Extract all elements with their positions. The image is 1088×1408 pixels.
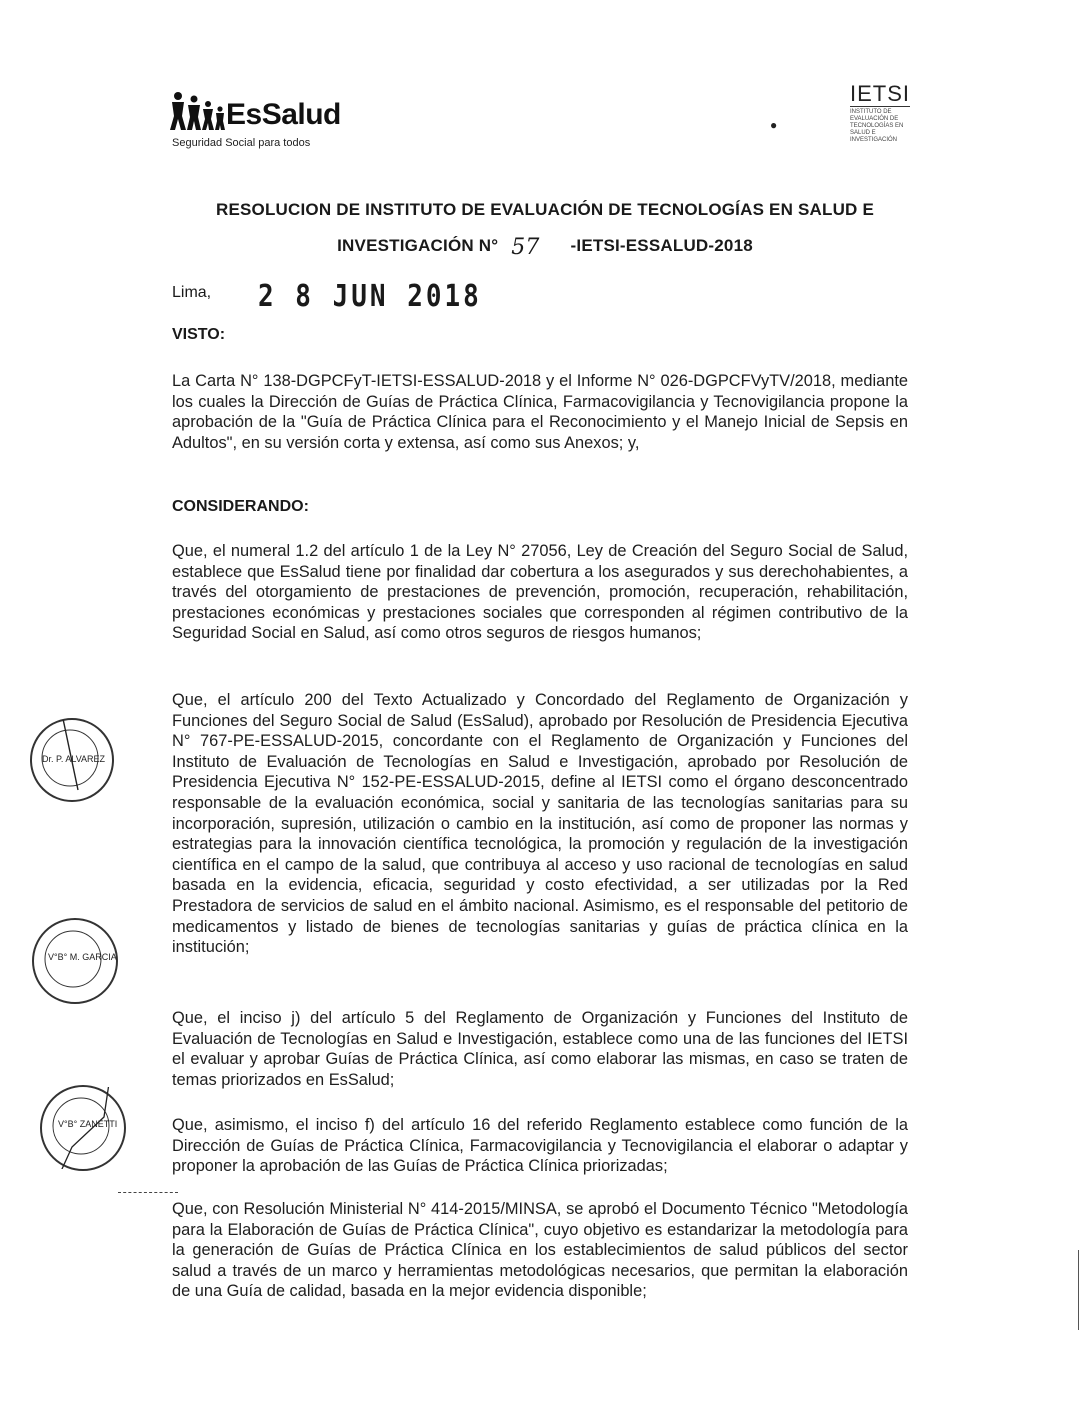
date-place: Lima, — [172, 284, 212, 301]
resolution-title-line2 — [120, 232, 970, 260]
considerando-paragraph-2: Que, el artículo 200 del Texto Actualizado y Concordado del Reglamento de Organización y Funciones del Seguro Social de Salud (EsSalud), aprobado por Resolución de Presidencia Ejecutiva N° 767-PE-ESSALUD-2015, concordante con el Reglamento de Organización y Funciones del Instituto de Evaluación de Tecnologías en Salud e Investigación, aprobado por Resolución de Presidencia Ejecutiva N° 152-PE-ESSALUD-2015, define al IETSI como el órgano desconcentrado responsable de la evaluación económica, social y sanitaria de las tecnologías sanitarias para su incorporación, supresión, utilización o cambio en la institución, así como de proponer las normas y estrategias para la innovación científica tecnológica, la promoción y regulación de la investigación científica en el campo de la salud, que contribuya al acceso y uso racional de tecnologías en salud basada en la evidencia, eficacia, seguridad y costo efectividad, a ser utilizadas por la Red Prestadora de servicios de salud en el ámbito nacional. Asimismo, es el responsable del petitorio de medicamentos y listado de bienes de tecnologías sanitarias y guías de práctica clínica en la institución; — [172, 691, 908, 957]
ietsi-title: IETSI — [850, 81, 911, 106]
considerando-paragraph-1: Que, el numeral 1.2 del artículo 1 de la Ley N° 27056, Ley de Creación del Seguro Social de Salud, establece que EsSalud tiene por finalidad dar cobertura a los asegurados y sus derechohabientes, a través del otorgamiento de prestaciones de prevención, promoción, recuperación, rehabilitación, prestaciones económicas y prestaciones sociales que corresponden al régimen contributivo de la Seguridad Social en Salud, así como otros seguros de riesgos humanos; — [172, 542, 908, 643]
scan-edge-mark — [1078, 1250, 1079, 1330]
resolution-number: 57 — [511, 235, 540, 260]
signature-line — [118, 1192, 178, 1193]
visto-heading: VISTO: — [172, 326, 226, 343]
bullet-mark-icon: ● — [770, 118, 778, 132]
date-stamp: 2 8 JUN 2018 — [258, 279, 482, 315]
resolution-title-line1: RESOLUCION DE INSTITUTO DE EVALUACIÓN DE TECNOLOGÍAS EN SALUD E — [215, 200, 874, 219]
family-figures-icon — [168, 90, 228, 134]
logo-name: EsSalud — [226, 98, 341, 131]
seal-1-label: Dr. P. ALVAREZ — [42, 754, 106, 764]
seal-3-label: V°B° ZANETTI — [58, 1119, 118, 1129]
considerando-paragraph-5: Que, con Resolución Ministerial N° 414-2015/MINSA, se aprobó el Documento Técnico "Metodología para la Elaboración de Guías de Práctica Clínica", cuyo objetivo es estandarizar la metodología para la generación de Guías de Práctica Clínica en los establecimientos de salud públicos del sector salud a través de un marco y herramientas metodológicas necesarios, que permitan la elaboración de una Guía de calidad, basada en la mejor evidencia disponible; — [172, 1200, 908, 1301]
considerando-paragraph-3: Que, el inciso j) del artículo 5 del Reglamento de Organización y Funciones del Instituto de Evaluación de Tecnologías en Salud e Investigación, establece como una de las funciones del IETSI el evaluar y aprobar Guías de Práctica Clínica, así como elaborar las mismas, en caso se traten de temas priorizados en EsSalud; — [172, 1009, 908, 1089]
approval-seal-1 — [30, 718, 114, 802]
seal-2-label: V°B° M. GARCIA — [48, 952, 117, 962]
visto-paragraph: La Carta N° 138-DGPCFyT-IETSI-ESSALUD-2018 y el Informe N° 026-DGPCFVyTV/2018, mediante los cuales la Dirección de Guías de Práctica Clínica, Farmacovigilancia y Tecnovigilancia propone la aprobación de la "Guía de Práctica Clínica para el Reconocimiento y el Manejo Inicial de Sepsis en Adultos", en su versión corta y extensa, así como sus Anexos; y, — [172, 372, 908, 452]
approval-seal-2 — [32, 918, 118, 1004]
considerando-paragraph-4: Que, asimismo, el inciso f) del artículo 16 del referido Reglamento establece como función de la Dirección de Guías de Práctica Clínica, Farmacovigilancia y Tecnovigilancia el elaborar o adaptar y proponer la aprobación de las Guías de Práctica Clínica priorizadas; — [172, 1116, 908, 1176]
ietsi-subtitle: INSTITUTO DE EVALUACIÓN DE TECNOLOGÍAS EN SALUD E INVESTIGACIÓN — [850, 109, 904, 143]
considerando-heading: CONSIDERANDO: — [172, 498, 309, 515]
essalud-logo — [168, 88, 368, 150]
approval-seal-3 — [40, 1085, 126, 1171]
resolution-title-prefix: INVESTIGACIÓN N° — [337, 236, 499, 255]
resolution-title-suffix: -IETSI-ESSALUD-2018 — [570, 236, 753, 255]
logo-tagline: Seguridad Social para todos — [172, 137, 311, 149]
ietsi-logo — [850, 82, 930, 152]
